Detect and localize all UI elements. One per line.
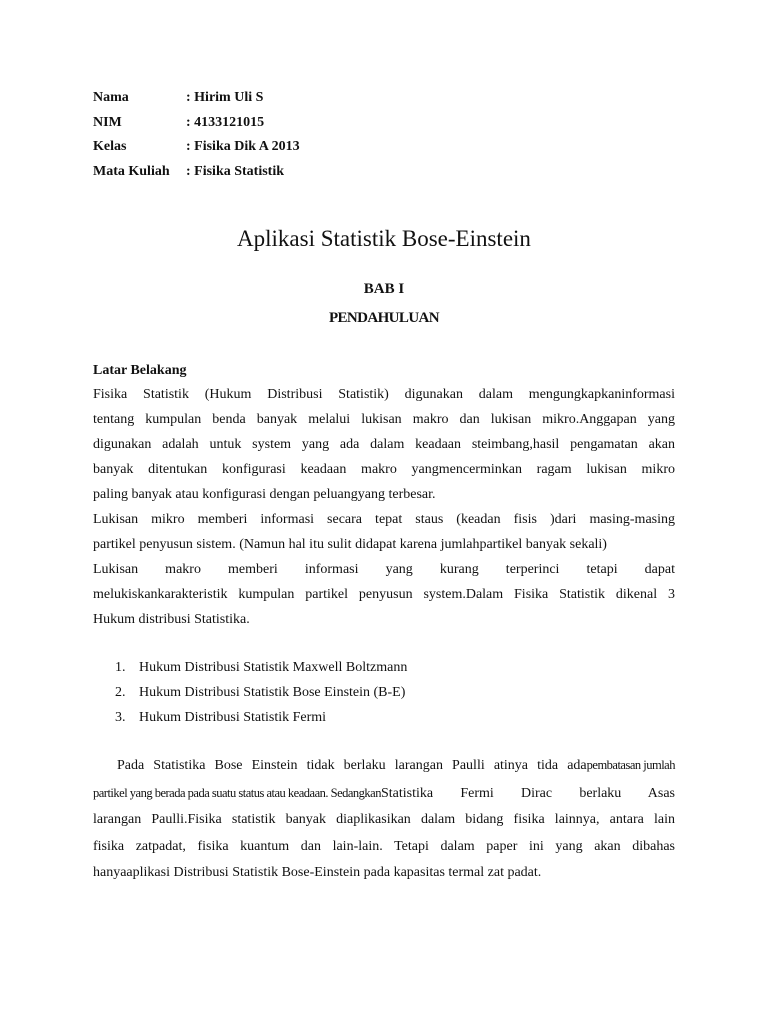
info-label: Nama <box>93 90 129 105</box>
info-label: Mata Kuliah <box>93 163 170 179</box>
text-line: tentang kumpulan benda banyak melalui lukisan makro dan lukisan mikro.Anggapan yang <box>93 412 675 427</box>
text-line <box>93 752 675 780</box>
distribution-list <box>93 655 675 730</box>
info-label: Kelas <box>93 139 127 154</box>
list-text: Hukum Distribusi Statistik Maxwell Boltzmann <box>139 660 408 675</box>
text-line: melukiskankarakteristik kumpulan partikel penyusun system.Dalam Fisika Statistik dikenal 3 <box>93 587 675 602</box>
list-item <box>93 680 675 705</box>
info-row-class <box>93 135 675 160</box>
document-page <box>93 86 675 887</box>
text-line: Fisika Statistik (Hukum Distribusi Statistik) digunakan dalam mengungkapkaninformasi <box>93 387 675 402</box>
text-segment-condensed: pembatasan jumlah <box>586 758 675 772</box>
text-line: Lukisan makro memberi informasi yang kurang terperinci tetapi dapat <box>93 562 675 577</box>
text-line: paling banyak atau konfigurasi dengan peluangyang terbesar. <box>93 487 436 502</box>
chapter-number: BAB I <box>363 281 405 297</box>
student-info <box>93 86 675 184</box>
paragraph-background-2 <box>93 507 675 557</box>
info-label: NIM <box>93 114 122 130</box>
text-segment: Statistika Fermi Dirac berlaku Asas <box>380 785 675 801</box>
text-line: larangan Paulli.Fisika statistik banyak diaplikasikan dalam bidang fisika lainnya, antara lain <box>93 812 675 827</box>
info-value: : Fisika Statistik <box>186 163 285 179</box>
text-segment-condensed: partikel yang berada pada suatu status atau keadaan. Sedangkan <box>93 785 381 800</box>
section-heading: Latar Belakang <box>93 363 187 378</box>
text-line: hanyaaplikasi Distribusi Statistik Bose-Einstein pada kapasitas termal zat padat. <box>93 865 542 880</box>
info-row-name <box>93 86 675 111</box>
list-number: 2. <box>115 685 126 700</box>
text-line: digunakan adalah untuk system yang ada dalam keadaan steimbang,hasil pengamatan akan <box>93 437 675 452</box>
info-row-nim <box>93 111 675 136</box>
text-line: banyak ditentukan konfigurasi keadaan makro yangmencerminkan ragam lukisan mikro <box>93 462 675 477</box>
info-value: : Hirim Uli S <box>186 90 264 105</box>
info-row-course <box>93 160 675 185</box>
paragraph-background-3 <box>93 557 675 632</box>
text-line: Hukum distribusi Statistika. <box>93 612 250 627</box>
list-item <box>93 655 675 680</box>
closing-paragraph <box>93 752 675 887</box>
list-number: 1. <box>115 660 126 675</box>
text-line: fisika zatpadat, fisika kuantum dan lain-lain. Tetapi dalam paper ini yang akan dibahas <box>93 838 675 854</box>
list-number: 3. <box>115 710 126 725</box>
paragraph-background-1 <box>93 382 675 507</box>
info-value: : 4133121015 <box>186 114 265 130</box>
text-segment: Pada Statistika Bose Einstein tidak berlaku larangan Paulli atinya tida ada <box>117 758 587 773</box>
list-text: Hukum Distribusi Statistik Fermi <box>139 710 327 725</box>
list-text: Hukum Distribusi Statistik Bose Einstein (B-E) <box>139 685 406 700</box>
info-value: : Fisika Dik A 2013 <box>186 139 300 154</box>
list-item <box>93 705 675 730</box>
text-line: partikel penyusun sistem. (Namun hal itu sulit didapat karena jumlahpartikel banyak sekali) <box>93 537 607 552</box>
chapter-name: PENDAHULUAN <box>328 310 440 326</box>
text-line <box>93 780 675 808</box>
text-line: Lukisan mikro memberi informasi secara tepat staus (keadan fisis )dari masing-masing <box>93 512 675 527</box>
document-title: Aplikasi Statistik Bose-Einstein <box>237 226 531 251</box>
